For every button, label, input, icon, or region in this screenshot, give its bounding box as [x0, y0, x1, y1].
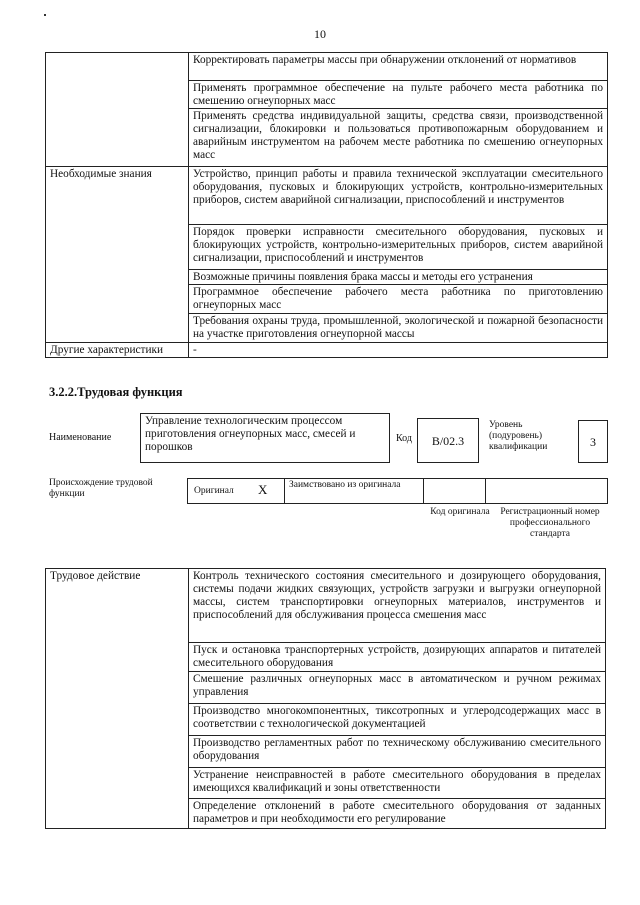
code-caption: Код оригинала: [430, 507, 490, 517]
row-text: Применять программное обеспечение на пульте рабочего места работника по смешению огнеупорных масс: [189, 81, 608, 109]
row-label: Другие характеристики: [46, 343, 189, 358]
original-code-cell: [423, 478, 486, 504]
code-value-box: B/02.3: [417, 418, 479, 463]
table-row: [46, 569, 606, 643]
row-text: Определение отклонений в работе смесительного оборудования от заданных параметров и при необходимости его регулирование: [189, 799, 606, 829]
name-label: Наименование: [49, 432, 112, 443]
section-heading: 3.2.2.Трудовая функция: [49, 385, 183, 399]
row-text: -: [189, 343, 608, 358]
scan-dot: [44, 14, 46, 16]
row-text: Применять средства индивидуальной защиты, средства связи, производственной сигнализации, блокировки и пользоваться противопожарным оборудованием и аварийным инструментом на рабочем месте работника по смешению огнеупорных масс: [189, 109, 608, 167]
row-text: Возможные причины появления брака массы и методы его устранения: [189, 270, 608, 285]
reg-number-cell: [485, 478, 608, 504]
row-label: [46, 53, 189, 167]
row-text: Устройство, принцип работы и правила технической эксплуатации смесительного оборудования, пусковых и блокирующих устройств, контрольно-измерительных приборов, систем аварийной сигнализации, приспособлений и инструментов: [189, 167, 608, 225]
table-row: [46, 167, 608, 225]
row-text: Производство регламентных работ по техническому обслуживанию смесительного оборудования: [189, 736, 606, 768]
borrowed-cell: [284, 478, 424, 504]
borrowed-label: Заимствовано из оригинала: [289, 480, 401, 490]
function-name-box: Управление технологическим процессом приготовления огнеупорных масс, смесей и порошков: [140, 413, 390, 463]
original-mark: X: [258, 482, 268, 497]
row-text: Смешение различных огнеупорных масс в автоматическом и ручном режимах управления: [189, 672, 606, 704]
code-label: Код: [396, 433, 412, 444]
level-value-box: 3: [578, 420, 608, 463]
row-text: Производство многокомпонентных, тиксотропных и углеродсодержащих масс в соответствии с технологической документацией: [189, 704, 606, 736]
row-label: Трудовое действие: [46, 569, 189, 829]
row-text: Устранение неисправностей в работе смесительного оборудования в пределах имеющихся квалификаций и зоны ответственности: [189, 768, 606, 799]
row-text: Программное обеспечение рабочего места работника по приготовлению огнеупорных масс: [189, 285, 608, 314]
row-text: Корректировать параметры массы при обнаружении отклонений от нормативов: [189, 53, 608, 81]
origin-label: Происхождение трудовой функции: [49, 478, 153, 499]
origin-row: [187, 478, 608, 504]
page-number: 10: [314, 27, 326, 41]
row-text: Контроль технического состояния смесительного и дозирующего оборудования, системы подачи жидких связующих, устройств загрузки и выгрузки огнеупорной массы, систем транспортировки огнеупорных материалов, инструментов и приспособлений для обслуживания процесса смешения масс: [189, 569, 606, 643]
row-text: Требования охраны труда, промышленной, экологической и пожарной безопасности на участке приготовления огнеупорной массы: [189, 314, 608, 343]
table-row: [46, 53, 608, 81]
original-label: Оригинал: [194, 486, 234, 496]
level-label: Уровень (подуровень) квалификации: [489, 420, 548, 452]
row-text: Пуск и остановка транспортерных устройств, дозирующих аппаратов и питателей смесительного оборудования: [189, 643, 606, 672]
original-cell: [187, 478, 285, 504]
skills-knowledge-table: [45, 52, 608, 358]
row-text: Порядок проверки исправности смесительного оборудования, пусковых и блокирующих устройств, контрольно-измерительных приборов, систем аварийной сигнализации, приспособлений и инструментов: [189, 225, 608, 270]
row-label: Необходимые знания: [46, 167, 189, 343]
reg-caption: Регистрационный номер профессионального стандарта: [500, 507, 600, 539]
labor-actions-table: [45, 568, 606, 829]
table-row: [46, 343, 608, 358]
